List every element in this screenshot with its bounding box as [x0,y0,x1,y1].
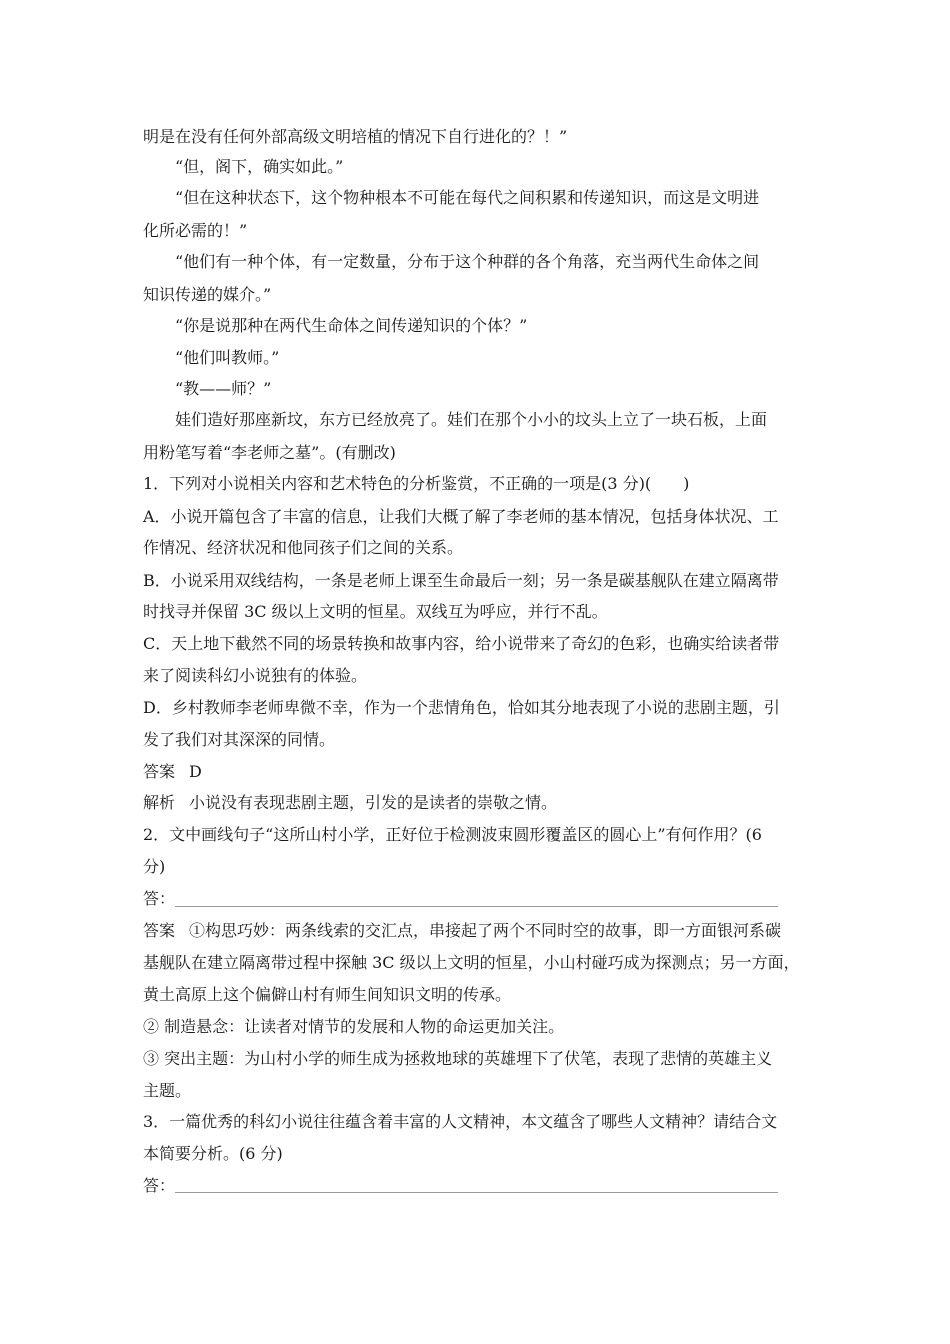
answer-point: ③ 突出主题：为山村小学的师生成为拯救地球的英雄埋下了伏笔，表现了悲情的英雄主义 [143,1049,773,1068]
answer-blank-line[interactable] [175,906,778,907]
question-3-stem: 3．一篇优秀的科幻小说往往蕴含着丰富的人文精神，本文蕴含了哪些人文精神？请结合文 [143,1112,778,1131]
question-2-answer [143,921,781,941]
story-paragraph: “你是说那种在两代生命体之间传递知识的个体？” [175,316,528,335]
option-b: B．小说采用双线结构，一条是老师上课至生命最后一刻；另一条是碳基舰队在建立隔离带 [143,571,779,590]
answer-blank-label: 答： [143,1176,176,1195]
answer-point: ② 制造悬念：让读者对情节的发展和人物的命运更加关注。 [143,1017,565,1036]
answer-blank-label: 答： [143,889,176,908]
analysis-text: 小说没有表现悲剧主题，引发的是读者的崇敬之情。 [189,793,558,812]
story-paragraph: “他们有一种个体，有一定数量，分布于这个种群的各个角落，充当两代生命体之间 [175,252,760,271]
option-a-continued: 作情况、经济状况和他同孩子们之间的关系。 [143,538,464,557]
option-b-continued: 时找寻并保留 3C 级以上文明的恒星。双线互为呼应，并行不乱。 [143,602,608,621]
option-c: C．天上地下截然不同的场景转换和故事内容，给小说带来了奇幻的色彩，也确实给读者带 [143,634,780,653]
answer-label: 答案 [143,762,176,781]
question-1-answer [143,762,202,782]
option-d-continued: 发了我们对其深深的同情。 [143,730,336,749]
answer-text: ①构思巧妙：两条线索的交汇点，串接起了两个不同时空的故事，即一方面银河系碳 [189,921,782,940]
question-2-stem-continued: 分) [143,857,166,876]
question-1-analysis [143,793,557,813]
story-paragraph-continued: 化所必需的！” [143,221,248,240]
question-2-stem: 2．文中画线句子“这所山村小学，正好位于检测波束圆形覆盖区的圆心上”有何作用？(6 [143,825,762,844]
analysis-label: 解析 [143,793,176,812]
option-a: A．小说开篇包含了丰富的信息，让我们大概了解了李老师的基本情况，包括身体状况、工 [143,507,779,526]
story-paragraph: “他们叫教师。” [175,348,280,367]
answer-blank-line[interactable] [175,1192,778,1193]
answer-label: 答案 [143,921,176,940]
option-c-continued: 来了阅读科幻小说独有的体验。 [143,666,368,685]
story-paragraph: 明是在没有任何外部高级文明培植的情况下自行进化的？！” [143,127,568,146]
answer-text-continued: 基舰队在建立隔离带过程中探触 3C 级以上文明的恒星，小山村碰巧成为探测点；另一方面， [143,953,800,972]
option-d: D．乡村教师李老师卑微不幸，作为一个悲情角色，恰如其分地表现了小说的悲剧主题，引 [143,698,780,717]
answer-point-continued: 主题。 [143,1081,192,1100]
answer-text-continued: 黄土高原上这个偏僻山村有师生间知识文明的传承。 [143,985,512,1004]
question-3-stem-continued: 本简要分析。(6 分) [143,1144,283,1163]
story-paragraph: “但在这种状态下，这个物种根本不可能在每代之间积累和传递知识，而这是文明进 [175,188,760,207]
story-paragraph: “但，阁下，确实如此。” [175,157,344,176]
story-paragraph-continued: 用粉笔写着“李老师之墓”。(有删改) [143,443,396,462]
question-1-stem: 1．下列对小说相关内容和艺术特色的分析鉴赏，不正确的一项是(3 分)( ) [143,474,690,493]
story-paragraph: 娃们造好那座新坟，东方已经放亮了。娃们在那个小小的坟头上立了一块石板，上面 [175,410,768,429]
story-paragraph: “教——师？” [175,379,272,398]
answer-value: D [189,762,202,781]
story-paragraph-continued: 知识传递的媒介。” [143,285,272,304]
